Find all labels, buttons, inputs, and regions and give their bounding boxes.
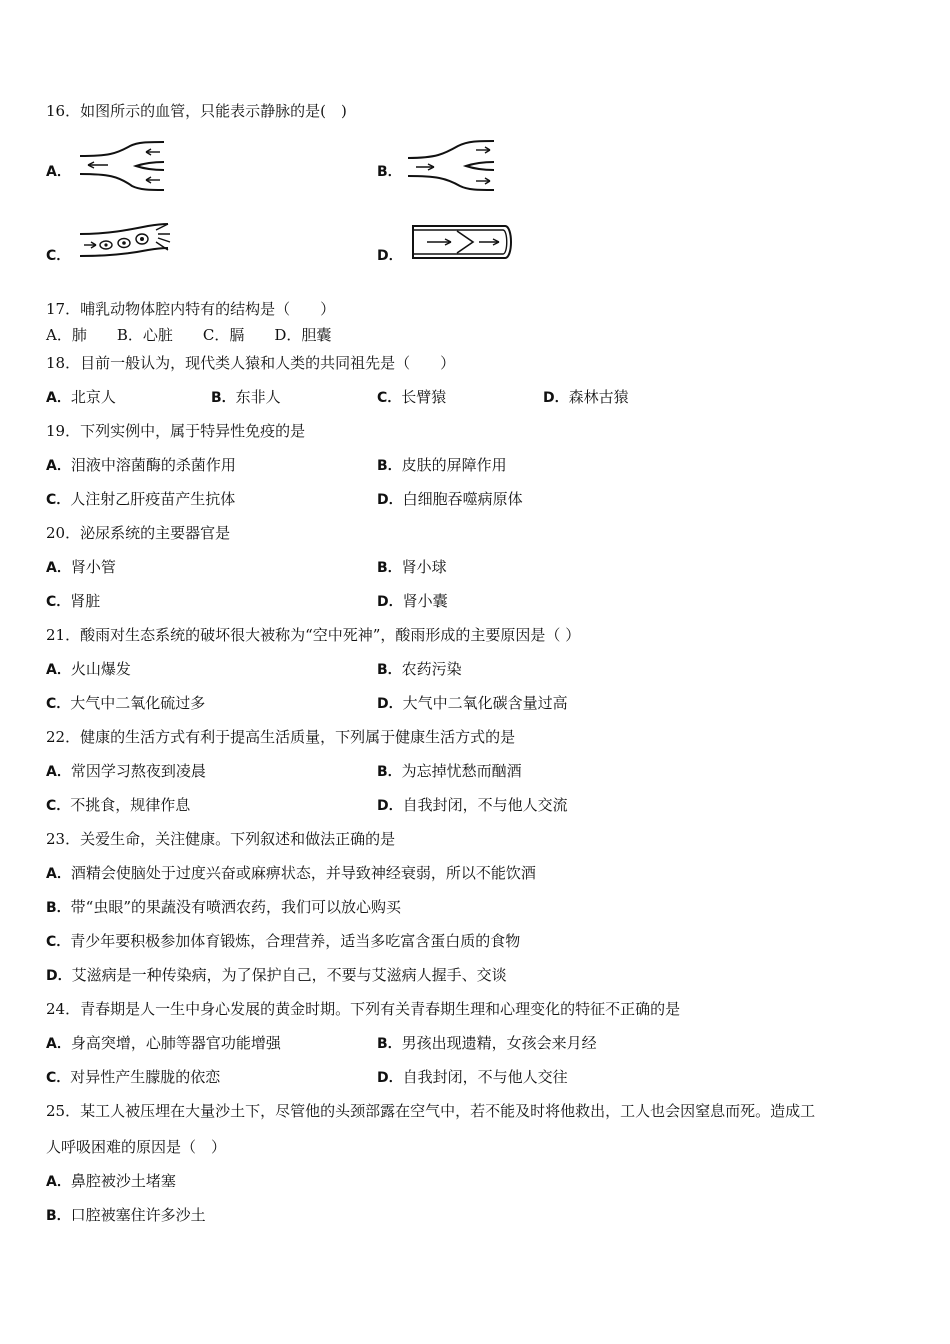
q22-option-b[interactable]	[377, 761, 522, 782]
q23-option-a[interactable]	[46, 863, 536, 884]
option-text: 男孩出现遗精，女孩会来月经	[401, 1034, 597, 1052]
option-label: A．	[46, 866, 71, 882]
option-text: 白细胞吞噬病原体	[402, 490, 523, 508]
option-text: 对异性产生朦胧的依恋	[70, 1068, 221, 1086]
option-label: B．	[211, 390, 236, 406]
question-18-stem: 18．目前一般认为，现代类人猿和人类的共同祖先是（ ）	[46, 354, 456, 372]
q18-option-d[interactable]	[543, 387, 629, 408]
option-label: C．	[46, 798, 71, 814]
question-23-stem: 23．关爱生命，关注健康。下列叙述和做法正确的是	[46, 830, 396, 848]
option-text: 肾脏	[70, 592, 101, 610]
option-label: B．	[46, 900, 71, 916]
question-16-stem: 16．如图所示的血管，只能表示静脉的是( )	[46, 102, 347, 120]
question-21-stem: 21．酸雨对生态系统的破坏很大被称为“空中死神”，酸雨形成的主要原因是（ ）	[46, 626, 581, 644]
option-text: 为忘掉忧愁而酗酒	[401, 762, 522, 780]
option-text: 森林古猿	[568, 388, 629, 406]
option-label: A．	[46, 560, 71, 576]
q20-option-b[interactable]	[377, 557, 447, 578]
option-label: B．	[377, 458, 402, 474]
option-label: D．	[377, 492, 403, 508]
option-text: 身高突增，心肺等器官功能增强	[70, 1034, 281, 1052]
option-text: 皮肤的屏障作用	[401, 456, 507, 474]
option-label: B．	[46, 1208, 71, 1224]
q24-option-c[interactable]	[46, 1067, 220, 1088]
q23-option-d[interactable]	[46, 965, 507, 986]
option-text: 东非人	[235, 388, 281, 406]
option-label: C．	[46, 594, 71, 610]
option-label: D．	[377, 594, 403, 610]
option-label: D．	[377, 1070, 403, 1086]
option-label: C．	[46, 696, 71, 712]
option-text: 大气中二氧化碳含量过高	[402, 694, 568, 712]
q19-option-d[interactable]	[377, 489, 523, 510]
option-text: 鼻腔被沙土堵塞	[70, 1172, 176, 1190]
q21-option-d[interactable]	[377, 693, 568, 714]
option-text: 青少年要积极参加体育锻炼，合理营养，适当多吃富含蛋白质的食物	[70, 932, 521, 950]
option-text: 长臂猿	[401, 388, 447, 406]
option-label: D．	[377, 798, 403, 814]
option-text: 人注射乙肝疫苗产生抗体	[70, 490, 236, 508]
option-text: 泪液中溶菌酶的杀菌作用	[70, 456, 236, 474]
q16-option-b[interactable]	[377, 161, 402, 182]
vessel-branch-icon	[406, 138, 498, 192]
q22-option-c[interactable]	[46, 795, 190, 816]
question-24-stem: 24．青春期是人一生中身心发展的黄金时期。下列有关青春期生理和心理变化的特征不正确的是	[46, 1000, 681, 1018]
option-label: D．	[543, 390, 569, 406]
option-label: A．	[46, 764, 71, 780]
option-text: 大气中二氧化硫过多	[70, 694, 206, 712]
q21-option-a[interactable]	[46, 659, 131, 680]
question-20-stem: 20．泌尿系统的主要器官是	[46, 524, 231, 542]
valve-vein-icon	[409, 222, 515, 262]
q21-option-b[interactable]	[377, 659, 462, 680]
option-text: 常因学习熬夜到凌晨	[70, 762, 206, 780]
q16-option-c[interactable]	[46, 245, 70, 266]
q18-option-b[interactable]	[211, 387, 281, 408]
option-text: 自我封闭，不与他人交流	[402, 796, 568, 814]
question-17-stem: 17．哺乳动物体腔内特有的结构是（ ）	[46, 300, 336, 318]
vessel-merge-icon	[78, 140, 170, 192]
question-19-stem: 19．下列实例中，属于特异性免疫的是	[46, 422, 306, 440]
option-label: B．	[377, 560, 402, 576]
option-label: B．	[377, 164, 402, 180]
q19-option-c[interactable]	[46, 489, 235, 510]
option-label: D．	[377, 248, 403, 264]
option-label: A．	[46, 164, 71, 180]
option-label: B．	[377, 662, 402, 678]
blood-cells-vessel-icon	[78, 220, 174, 262]
question-17-options[interactable]: A．肺 B．心脏 C．膈 D．胆囊	[46, 326, 332, 344]
option-label: D．	[46, 968, 72, 984]
q20-option-c[interactable]	[46, 591, 100, 612]
option-label: C．	[377, 390, 402, 406]
option-label: A．	[46, 390, 71, 406]
option-label: C．	[46, 492, 71, 508]
option-label: A．	[46, 1174, 71, 1190]
q23-option-b[interactable]	[46, 897, 401, 918]
option-text: 自我封闭，不与他人交往	[402, 1068, 568, 1086]
option-label: A．	[46, 662, 71, 678]
q22-option-a[interactable]	[46, 761, 206, 782]
q24-option-a[interactable]	[46, 1033, 281, 1054]
q25-option-b[interactable]	[46, 1205, 206, 1226]
option-label: B．	[377, 1036, 402, 1052]
option-text: 农药污染	[401, 660, 462, 678]
option-text: 肾小囊	[402, 592, 448, 610]
q20-option-a[interactable]	[46, 557, 116, 578]
option-text: 北京人	[70, 388, 116, 406]
option-label: C．	[46, 248, 71, 264]
option-text: 口腔被塞住许多沙土	[70, 1206, 206, 1224]
question-25-stem: 25．某工人被压埋在大量沙土下，尽管他的头颈部露在空气中，若不能及时将他救出，工人也会因窒息而死。造成工	[46, 1102, 816, 1120]
q20-option-d[interactable]	[377, 591, 448, 612]
question-22-stem: 22．健康的生活方式有利于提高生活质量，下列属于健康生活方式的是	[46, 728, 516, 746]
option-text: 带“虫眼”的果蔬没有喷洒农药，我们可以放心购买	[70, 898, 402, 916]
option-label: A．	[46, 458, 71, 474]
q19-option-a[interactable]	[46, 455, 236, 476]
option-text: 艾滋病是一种传染病，为了保护自己，不要与艾滋病人握手、交谈	[71, 966, 507, 984]
option-label: B．	[377, 764, 402, 780]
q24-option-b[interactable]	[377, 1033, 597, 1054]
q18-option-c[interactable]	[377, 387, 446, 408]
q16-option-d[interactable]	[377, 245, 403, 266]
q25-option-a[interactable]	[46, 1171, 176, 1192]
option-label: C．	[46, 934, 71, 950]
q24-option-d[interactable]	[377, 1067, 568, 1088]
option-label: D．	[377, 696, 403, 712]
option-label: C．	[46, 1070, 71, 1086]
question-25-stem-cont: 人呼吸困难的原因是（ ）	[46, 1138, 227, 1156]
q23-option-c[interactable]	[46, 931, 520, 952]
option-label: A．	[46, 1036, 71, 1052]
q21-option-c[interactable]	[46, 693, 205, 714]
option-text: 火山爆发	[70, 660, 131, 678]
option-text: 酒精会使脑处于过度兴奋或麻痹状态，并导致神经衰弱，所以不能饮酒	[70, 864, 536, 882]
option-text: 不挑食，规律作息	[70, 796, 191, 814]
option-text: 肾小球	[401, 558, 447, 576]
q22-option-d[interactable]	[377, 795, 568, 816]
q19-option-b[interactable]	[377, 455, 507, 476]
option-text: 肾小管	[70, 558, 116, 576]
q16-option-a[interactable]	[46, 161, 71, 182]
q18-option-a[interactable]	[46, 387, 116, 408]
